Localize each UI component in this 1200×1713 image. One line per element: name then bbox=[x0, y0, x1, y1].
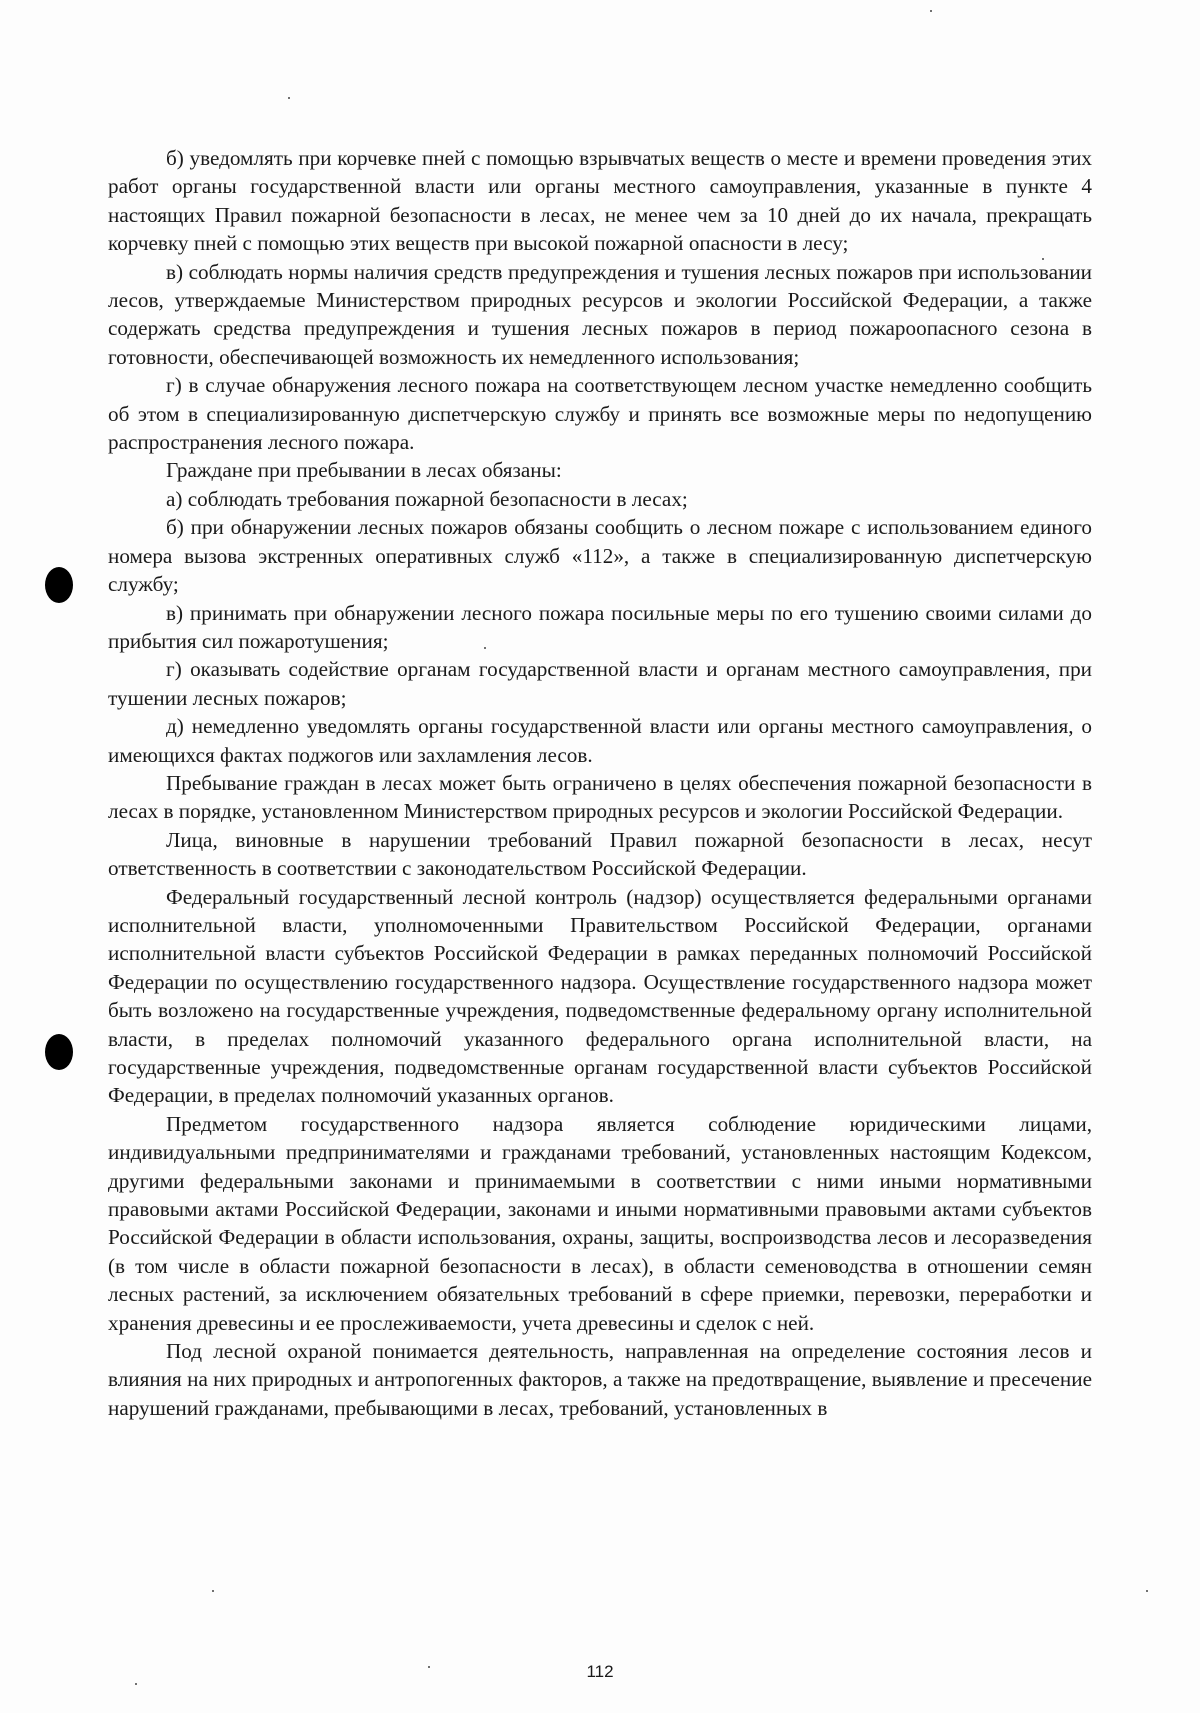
paragraph-v-extinguish: в) принимать при обнаружении лесного пожара посильные меры по его тушению своими силами до прибытия сил пожаротушения; bbox=[108, 600, 1092, 653]
scan-speck bbox=[212, 1590, 214, 1592]
paragraph-stay-restriction: Пребывание граждан в лесах может быть ограничено в целях обеспечения пожарной безопасности в лесах в порядке, установленном Министерством природных ресурсов и экологии Российской Федерации. bbox=[108, 770, 1092, 824]
paragraph-federal-control: Федеральный государственный лесной контроль (надзор) осуществляется федеральными органами исполнительной власти, уполномоченными Правительством Российской Федерации, органами исполнительной власти субъектов Российской Федерации в рамках переданных полномочий Российской Федерации по осуществлению государственного надзора. Осуществление государственного надзора может быть возложено на государственные учреждения, подведомственные федеральному органу исполнительной власти, в пределах полномочий указанного федерального органа исполнительной власти, на государственные учреждения, подведомственные органам государственной власти субъектов Российской Федерации, в пределах полномочий указанных органов. bbox=[108, 884, 1092, 1108]
paragraph-v-equipment-norms: в) соблюдать нормы наличия средств предупреждения и тушения лесных пожаров при использовании лесов, утверждаемые Министерством природных ресурсов и экологии Российской Федерации, а также содержать средства предупреждения и тушения лесных пожаров в период пожароопасного сезона в готовности, обеспечивающей возможность их немедленного использования; bbox=[108, 259, 1092, 369]
paragraph-d-notify: д) немедленно уведомлять органы государственной власти или органы местного самоуправления, о имеющихся фактах поджогов или захламления лесов. bbox=[108, 714, 1092, 767]
paragraph-b-report-112: б) при обнаружении лесных пожаров обязаны сообщить о лесном пожаре с использованием единого номера вызова экстренных оперативных служб «112», а также в специализированную диспетчерскую службу; bbox=[108, 515, 1092, 597]
punch-hole-mark bbox=[45, 567, 73, 603]
paragraph-liability: Лица, виновные в нарушении требований Правил пожарной безопасности в лесах, несут ответственность в соответствии с законодательством Российской Федерации. bbox=[108, 827, 1092, 881]
document-body bbox=[108, 144, 1092, 1422]
paragraph-supervision-subject: Предметом государственного надзора является соблюдение юридическими лицами, индивидуальными предпринимателями и гражданами требований, установленных настоящим Кодексом, другими федеральными законами и принимаемыми в соответствии с ними иными нормативными правовыми актами Российской Федерации, законами и иными нормативными правовыми актами субъектов Российской Федерации в области использования, охраны, защиты, воспроизводства лесов и лесоразведения (в том числе в области пожарной безопасности в лесах), в области семеноводства в отношении семян лесных растений, за исключением обязательных требований в сфере приемки, перевозки, переработки и хранения древесины и ее прослеживаемости, учета древесины и сделок с ней. bbox=[108, 1111, 1092, 1335]
paragraph-g-assist: г) оказывать содействие органам государственной власти и органам местного самоуправления, при тушении лесных пожаров; bbox=[108, 657, 1092, 710]
paragraph-citizens-obligations-heading: Граждане при пребывании в лесах обязаны: bbox=[166, 458, 562, 483]
scan-speck bbox=[930, 10, 932, 12]
page-number: 112 bbox=[586, 1662, 614, 1681]
paragraph-a-comply: а) соблюдать требования пожарной безопасности в лесах; bbox=[166, 486, 688, 511]
scan-speck bbox=[1146, 1590, 1148, 1592]
paragraph-forest-protection: Под лесной охраной понимается деятельность, направленная на определение состояния лесов и влияния на них природных и антропогенных факторов, а также на предотвращение, выявление и пресечение нарушений гражданами, пребывающими в лесах, требований, установленных в bbox=[108, 1339, 1093, 1420]
scan-speck bbox=[135, 1683, 137, 1685]
punch-hole-mark bbox=[45, 1034, 73, 1070]
paragraph-g-fire-report: г) в случае обнаружения лесного пожара на соответствующем лесном участке немедленно сообщить об этом в специализированную диспетчерскую службу и принять все возможные меры по недопущению распространения лесного пожара. bbox=[108, 373, 1092, 455]
paragraph-b-stump-removal: б) уведомлять при корчевке пней с помощью взрывчатых веществ о месте и времени проведения этих работ органы государственной власти или органы местного самоуправления, указанные в пункте 4 настоящих Правил пожарной безопасности в лесах, не менее чем за 10 дней до их начала, прекращать корчевку пней с помощью этих веществ при высокой пожарной опасности в лесу; bbox=[108, 146, 1092, 256]
scan-speck bbox=[288, 97, 290, 99]
